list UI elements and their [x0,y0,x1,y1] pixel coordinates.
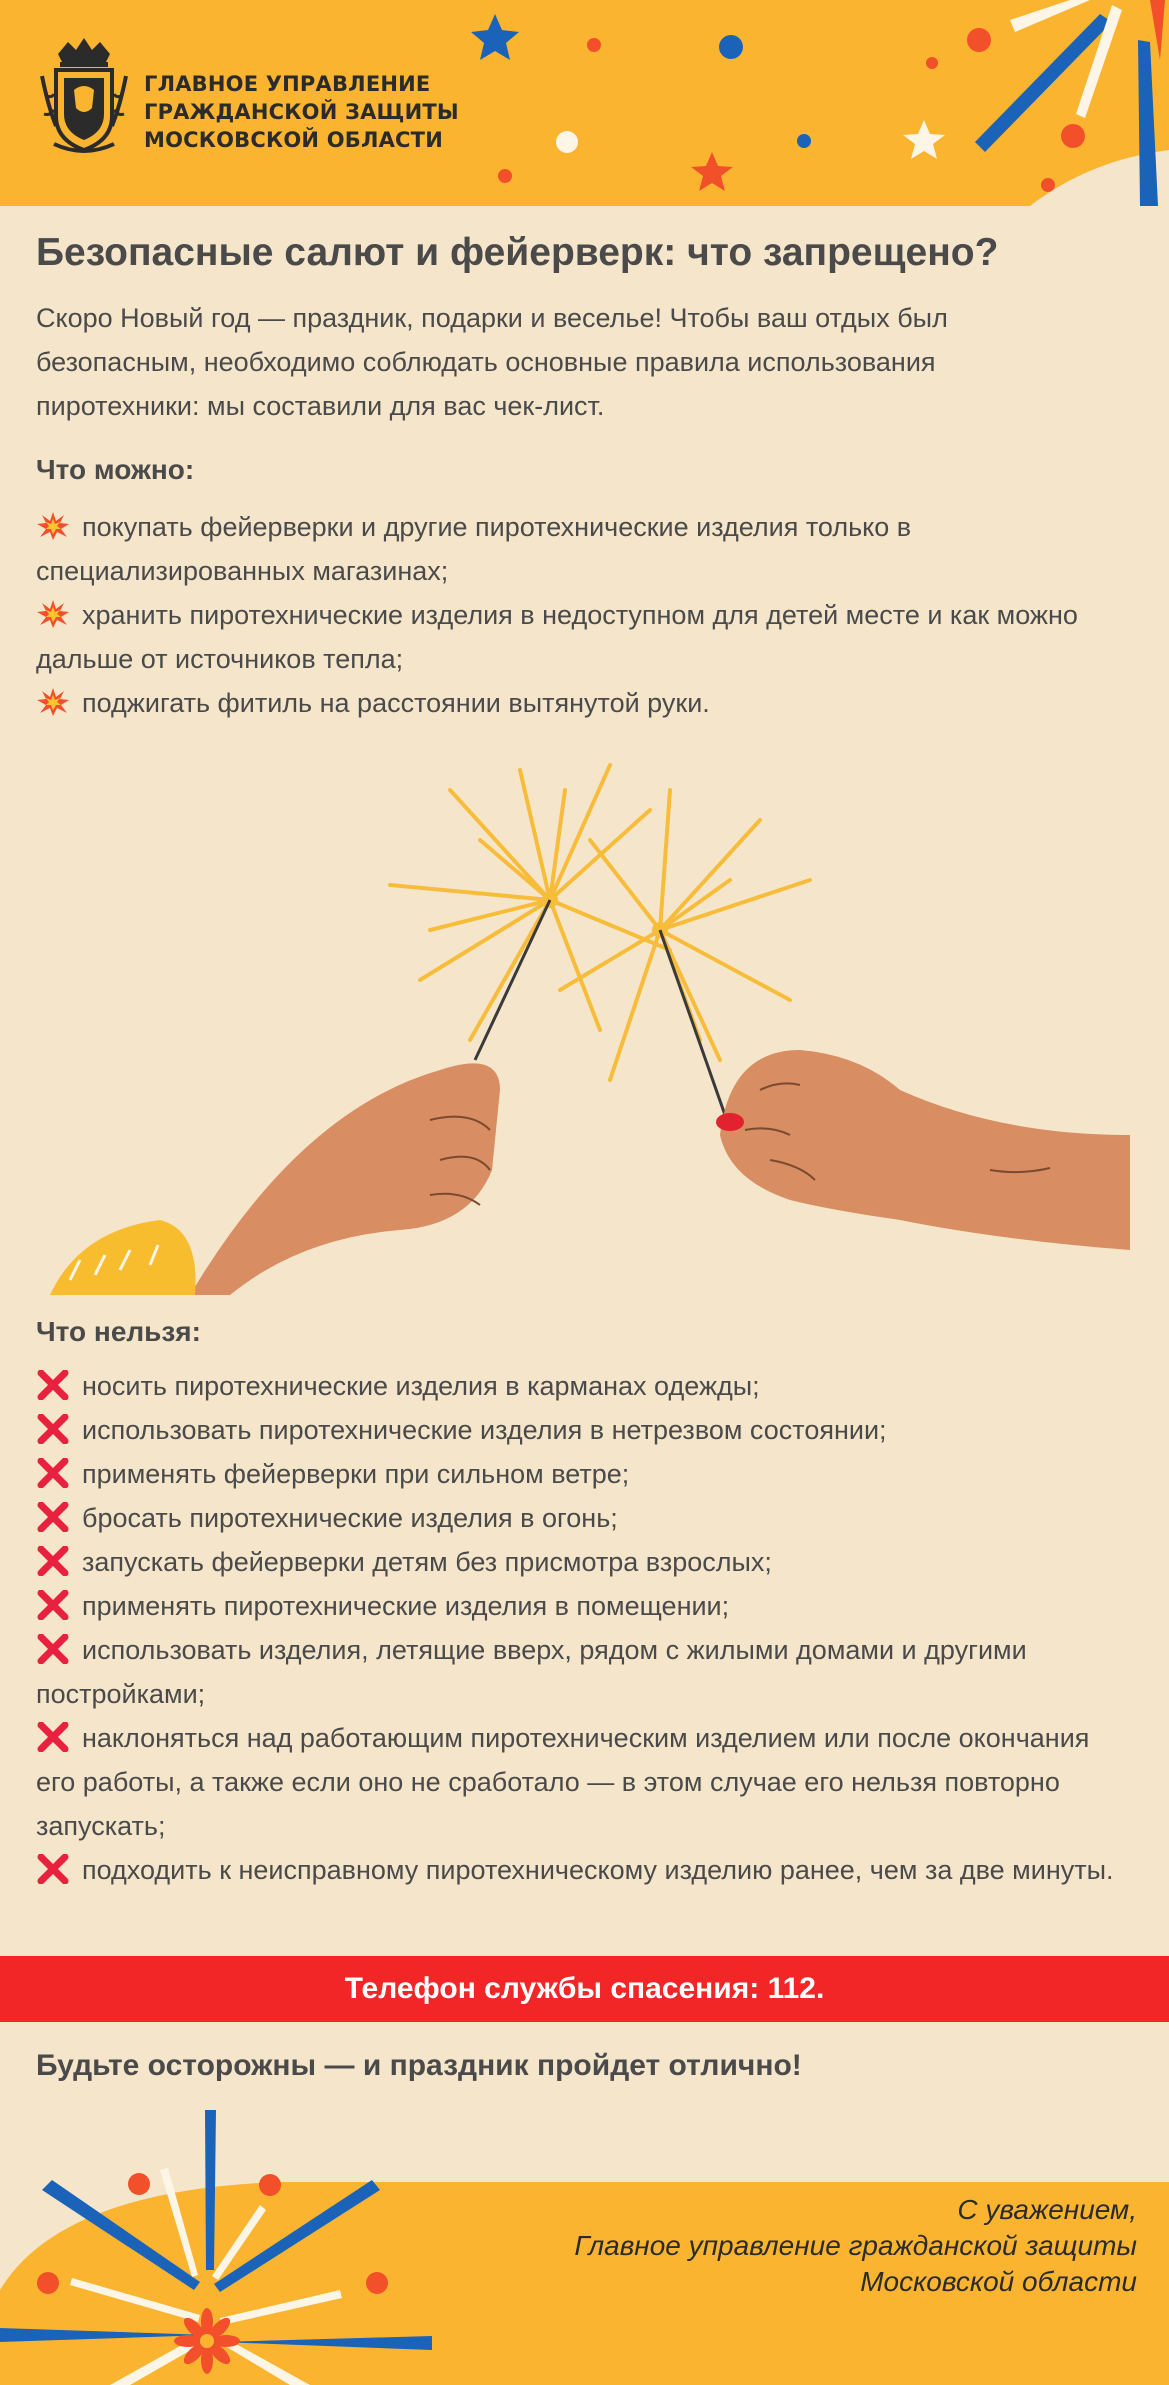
cross-mark-icon [36,1546,70,1576]
list-item-text: использовать изделия, летящие вверх, рядом с жилыми домами и другими постройками; [36,1635,1027,1709]
sparkle-burst-icon [36,599,70,629]
cross-mark-icon [36,1722,70,1752]
list-item [36,505,1136,593]
left-hand [190,1063,500,1295]
header-banner [0,0,1169,206]
cross-mark-icon [36,1414,70,1444]
list-item-text: использовать пиротехнические изделия в нетрезвом состоянии; [82,1415,887,1445]
list-item [36,1496,1136,1540]
sparkler-left-burst [390,765,670,1040]
list-item [36,1628,1136,1716]
list-item [36,1584,1136,1628]
list-item [36,681,1136,725]
list-item-text: наклоняться над работающим пиротехническим изделием или после окончания его работы, а также если оно не сработало — в этом случае его нельзя повторно запускать; [36,1723,1090,1841]
list-item-text: применять пиротехнические изделия в помещении; [82,1591,730,1621]
cross-mark-icon [36,1502,70,1532]
list-item-text: запускать фейерверки детям без присмотра взрослых; [82,1547,772,1577]
list-item-text: хранить пиротехнические изделия в недоступном для детей месте и как можно дальше от источников тепла; [36,600,1078,674]
right-hand [720,1050,1130,1250]
org-name [144,70,459,154]
allowed-list [36,505,1136,725]
list-item [36,1408,1136,1452]
coat-of-arms-icon [38,36,130,158]
allowed-heading: Что можно: [36,454,195,485]
list-item-text: подходить к неисправному пиротехническому изделию ранее, чем за две минуты. [82,1855,1114,1885]
nail-polish [716,1113,744,1131]
list-item [36,1540,1136,1584]
list-item-text: носить пиротехнические изделия в карманах одежды; [82,1371,760,1401]
list-item [36,1716,1136,1848]
cross-mark-icon [36,1854,70,1884]
org-name-line: МОСКОВСКОЙ ОБЛАСТИ [144,128,443,152]
intro-text: Скоро Новый год — праздник, подарки и веселье! Чтобы ваш отдых был безопасным, необходимо соблюдать основные правила использования пиротехники: мы составили для вас чек-лист. [36,303,948,421]
signature-line: Главное управление гражданской защиты [574,2230,1137,2261]
list-item [36,593,1136,681]
list-item [36,1364,1136,1408]
signature-line: С уважением, [957,2194,1137,2225]
signature [574,2192,1137,2300]
list-item-text: применять фейерверки при сильном ветре; [82,1459,630,1489]
sparkle-burst-icon [36,511,70,541]
sparkle-burst-icon [36,687,70,717]
list-item [36,1452,1136,1496]
forbidden-list [36,1364,1136,1892]
left-sleeve [50,1220,196,1295]
rescue-phone-banner: Телефон службы спасения: 112. [0,1956,1169,2022]
list-item-text: бросать пиротехнические изделия в огонь; [82,1503,618,1533]
cross-mark-icon [36,1370,70,1400]
list-item-text: покупать фейерверки и другие пиротехнические изделия только в специализированных магазинах; [36,512,912,586]
org-name-line: ГЛАВНОЕ УПРАВЛЕНИЕ [144,72,431,96]
cross-mark-icon [36,1634,70,1664]
list-item-text: поджигать фитиль на расстоянии вытянутой руки. [82,688,710,718]
list-item [36,1848,1136,1892]
forbidden-heading: Что нельзя: [36,1316,201,1347]
signature-line: Московской области [860,2266,1137,2297]
cross-mark-icon [36,1458,70,1488]
sparklers-illustration [0,750,1169,1295]
page-title: Безопасные салют и фейерверк: что запрещено? [36,231,999,274]
org-name-line: ГРАЖДАНСКОЙ ЗАЩИТЫ [144,100,459,124]
closing-text: Будьте осторожны — и праздник пройдет отлично! [36,2049,802,2082]
cross-mark-icon [36,1590,70,1620]
sparkler-right-burst [560,790,810,1080]
